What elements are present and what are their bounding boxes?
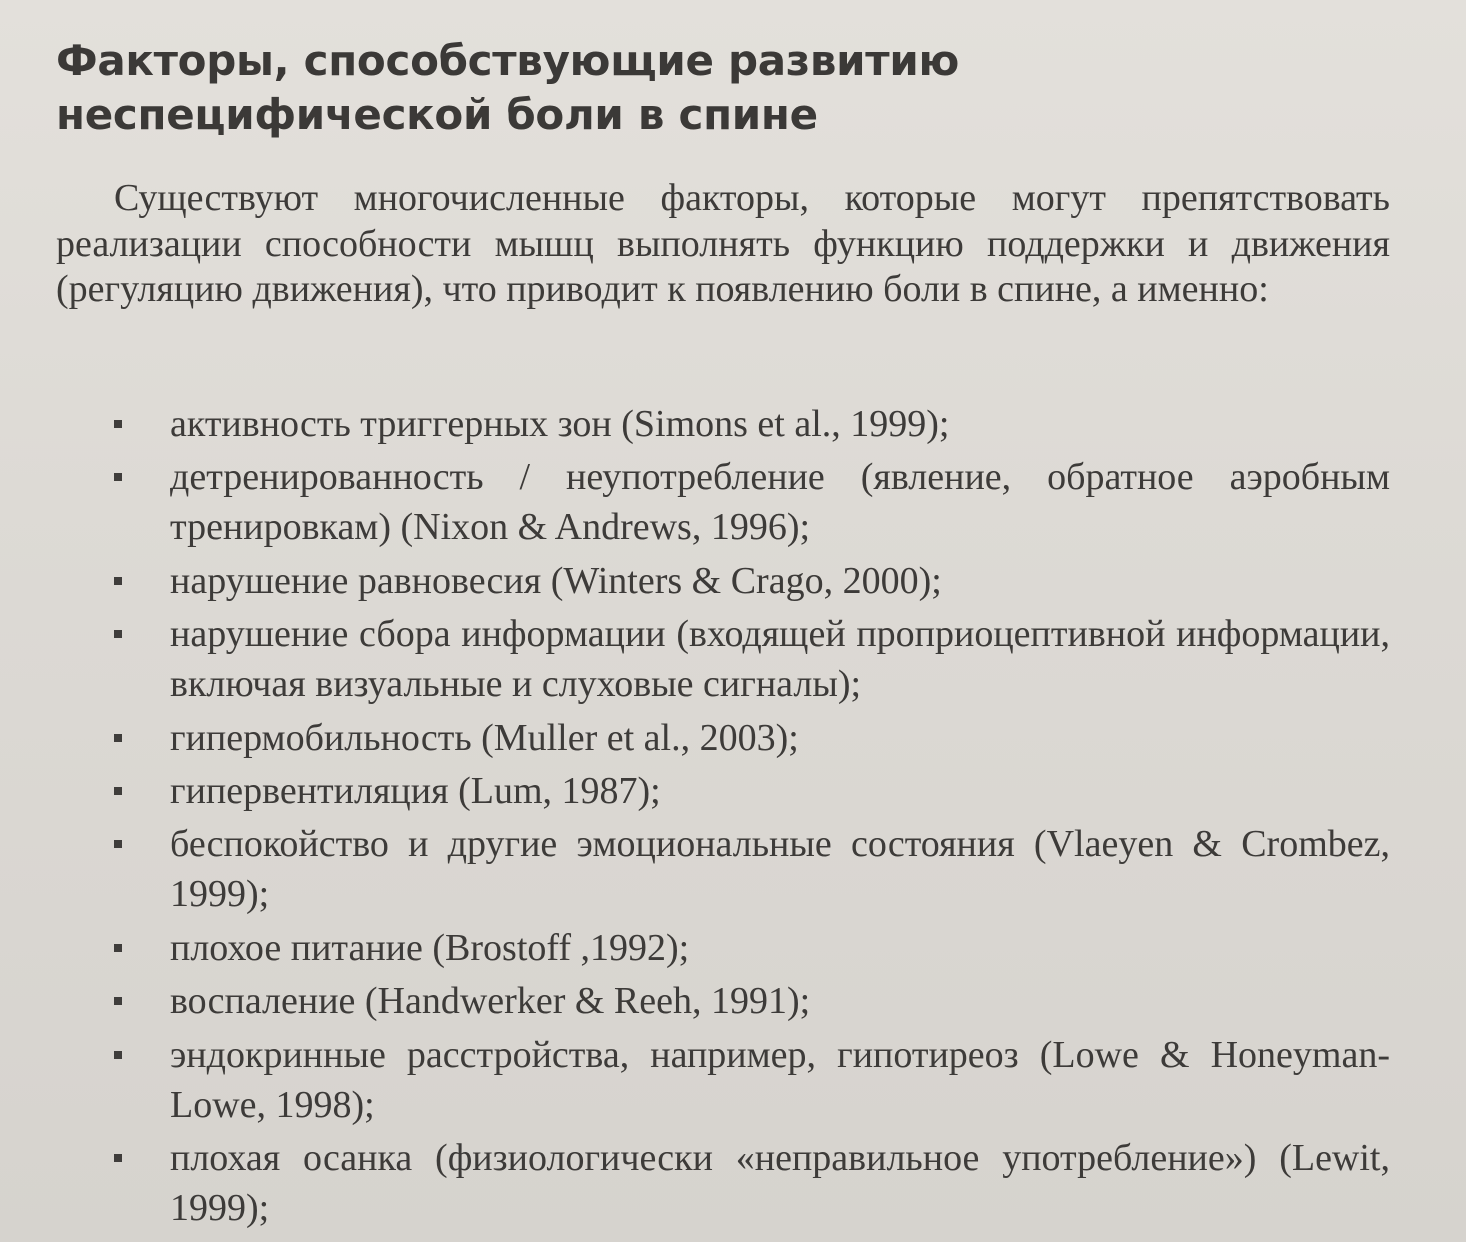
list-item — [110, 766, 1390, 816]
list-item-text: беспокойство и другие эмоциональные состояния (Vlaeyen & Crombez, 1999); — [170, 823, 1390, 916]
list-item-text: воспаление (Handwerker & Reeh, 1991); — [170, 980, 811, 1023]
factor-list — [110, 399, 1390, 1236]
section-heading — [56, 34, 1356, 142]
square-bullet-icon — [114, 473, 122, 481]
square-bullet-icon — [114, 944, 122, 952]
list-item — [110, 1133, 1390, 1233]
list-item-text: плохое питание (Brostoff ,1992); — [170, 926, 690, 969]
list-item-text: нарушение равновесия (Winters & Crago, 2000); — [170, 559, 942, 602]
square-bullet-icon — [114, 734, 122, 742]
square-bullet-icon — [114, 577, 122, 585]
list-item — [110, 713, 1390, 763]
list-item — [110, 452, 1390, 552]
list-item — [110, 1030, 1390, 1130]
list-item — [110, 609, 1390, 709]
square-bullet-icon — [114, 630, 122, 638]
list-item — [110, 399, 1390, 449]
square-bullet-icon — [114, 1154, 122, 1162]
list-item-text: гипермобильность (Muller et al., 2003); — [170, 716, 799, 759]
list-item — [110, 819, 1390, 919]
list-item-text: активность триггерных зон (Simons et al., 1999); — [170, 403, 950, 445]
square-bullet-icon — [114, 1051, 122, 1059]
heading-line-1: Факторы, способствующие развитию — [56, 36, 959, 85]
list-item — [110, 976, 1390, 1026]
list-item-text: эндокринные расстройства, например, гипотиреоз (Lowe & Honeyman-Lowe, 1998); — [170, 1033, 1390, 1126]
list-item-text: гипервентиляция (Lum, 1987); — [170, 769, 661, 812]
square-bullet-icon — [114, 420, 122, 428]
list-item — [110, 923, 1390, 973]
square-bullet-icon — [114, 997, 122, 1005]
list-item-text: детренированность / неупотребление (явление, обратное аэробным тренировкам) (Nixon & Andrews, 1996); — [170, 456, 1390, 549]
list-item-text: плохая осанка (физиологически «неправильное употребление») (Lewit, 1999); — [170, 1136, 1390, 1229]
heading-line-2: неспецифической боли в спине — [56, 90, 818, 139]
square-bullet-icon — [114, 787, 122, 795]
square-bullet-icon — [114, 840, 122, 848]
list-item — [110, 556, 1390, 606]
list-item-text: нарушение сбора информации (входящей проприоцептивной информации, включая визуальные и слуховые сигналы); — [170, 613, 1390, 706]
intro-paragraph: Существуют многочисленные факторы, которые могут препятствовать реализации способности мышц выполнять функцию поддержки и движения (регуляцию движения), что приводит к появлению боли в спине, а именно: — [56, 177, 1390, 310]
